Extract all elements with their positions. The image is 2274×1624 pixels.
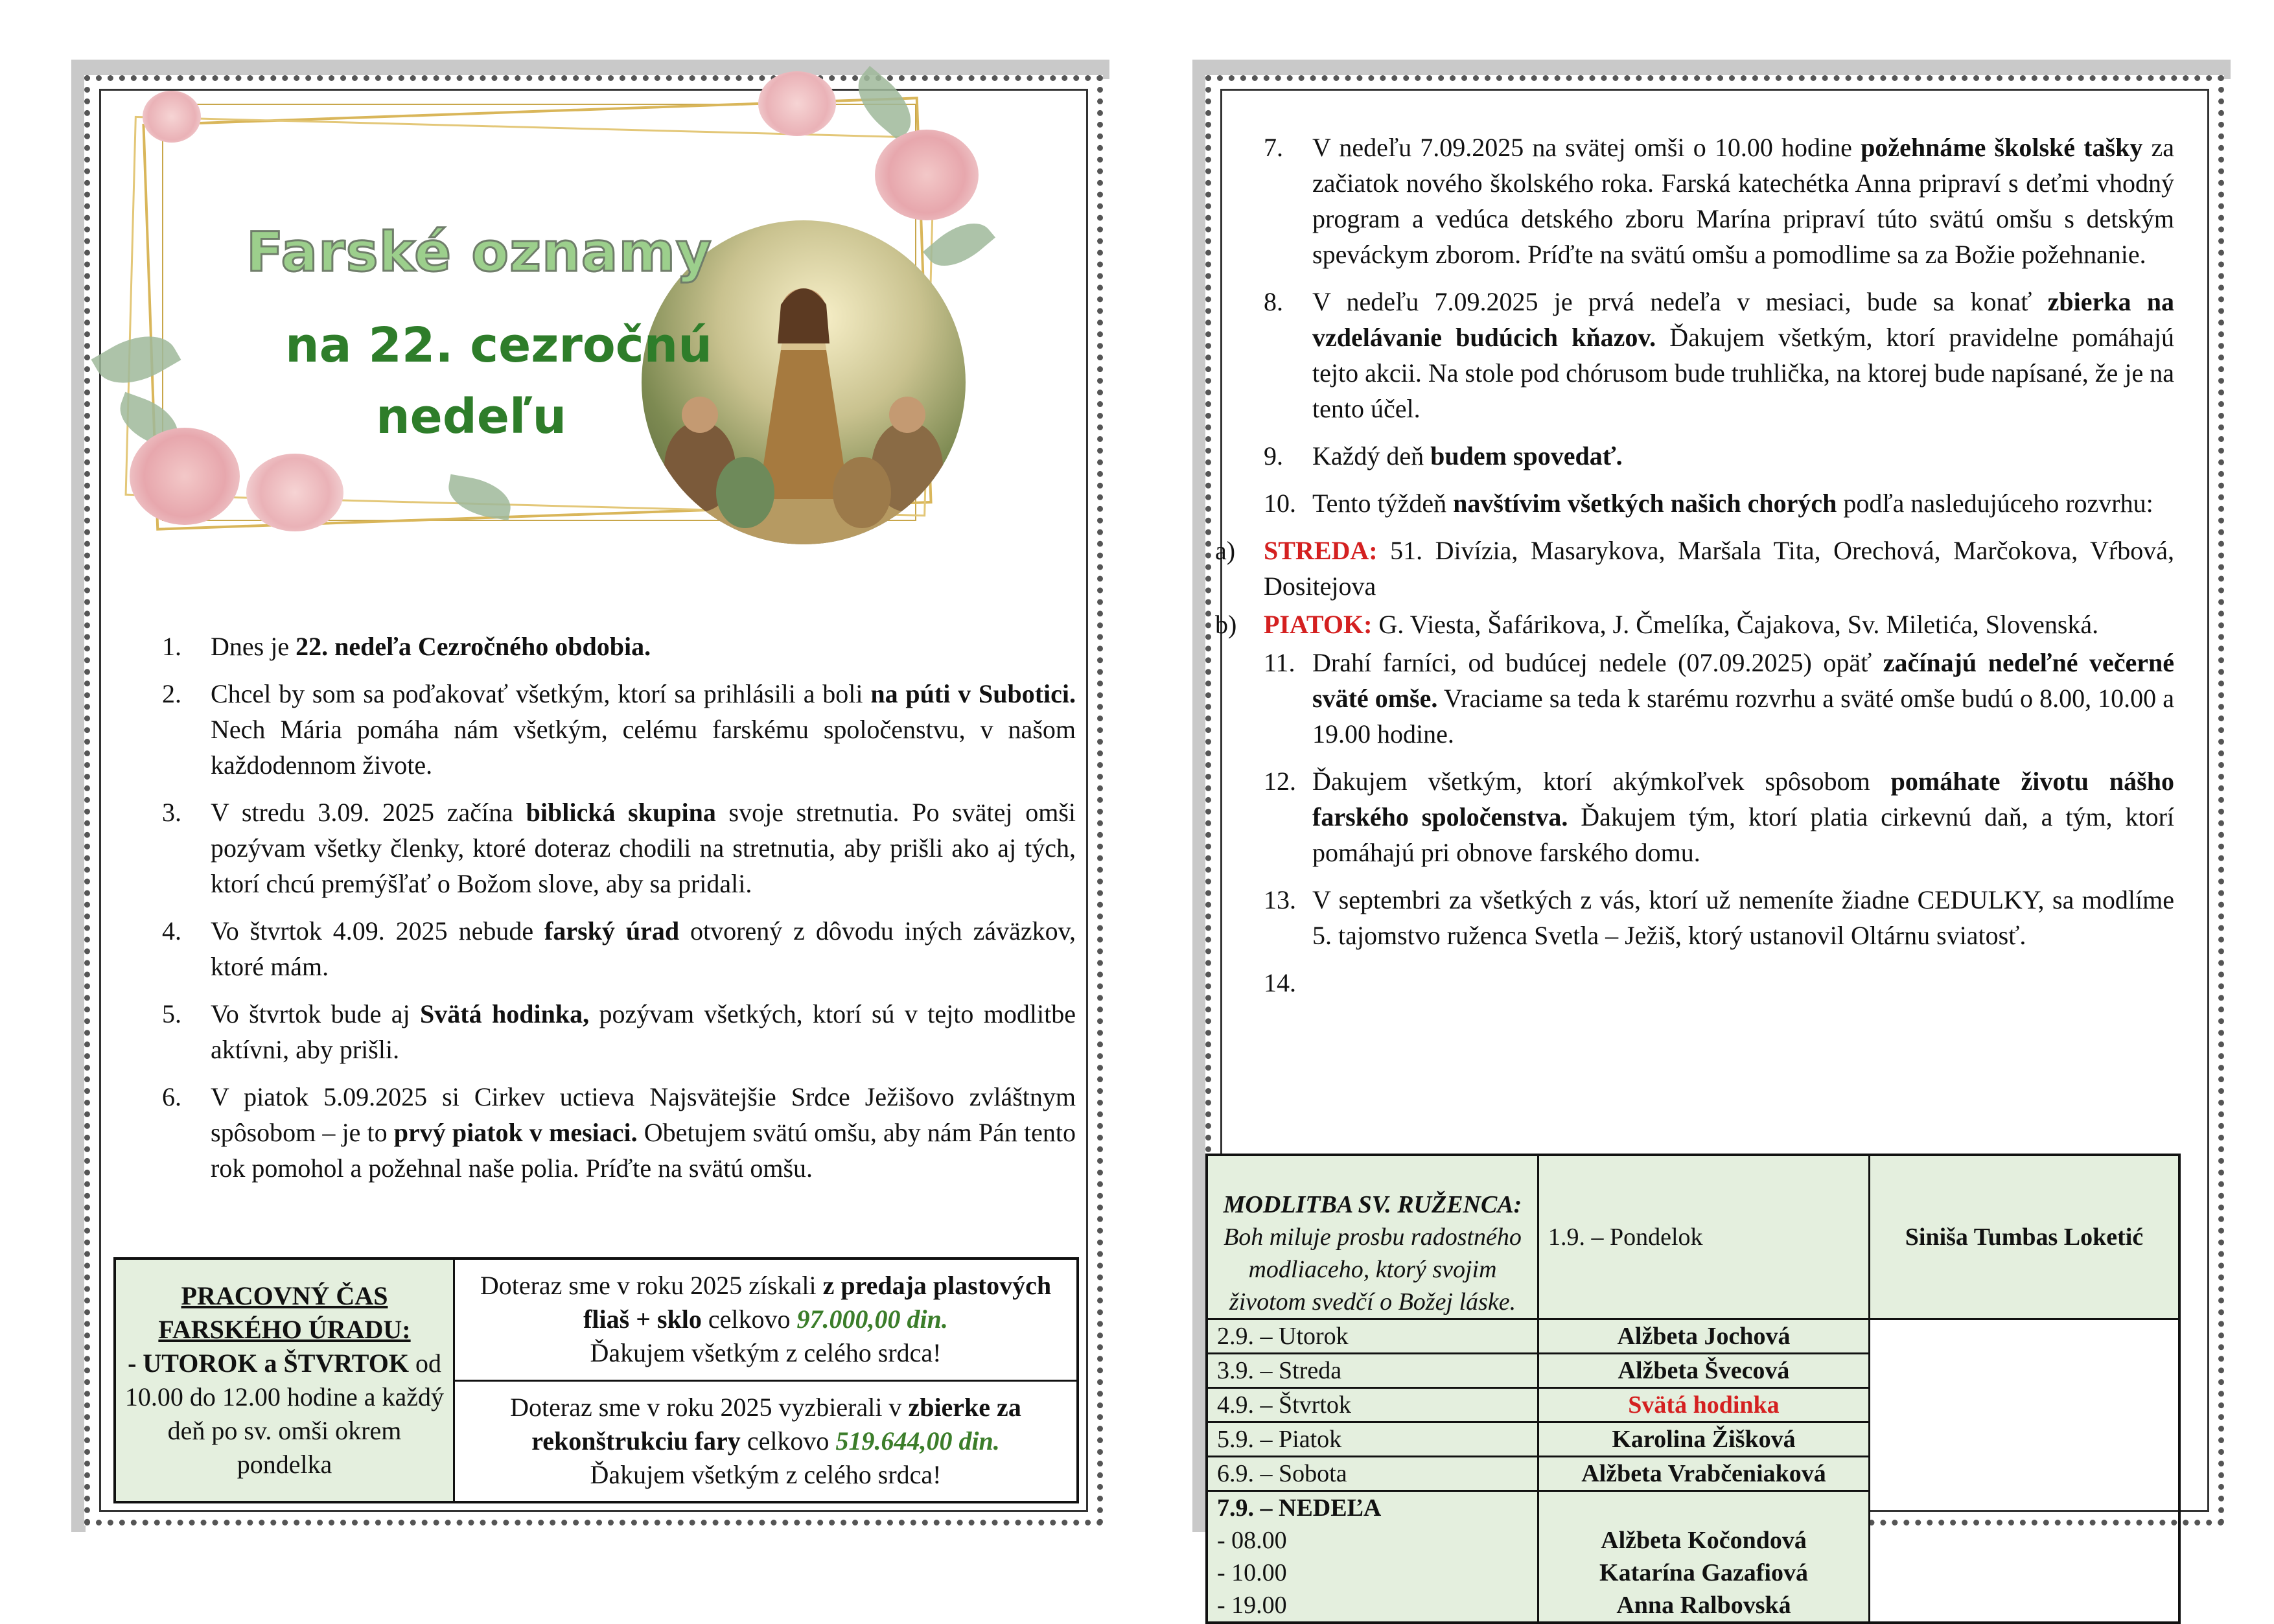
day-label: PIATOK: [1264,610,1373,639]
rosary-title: MODLITBA SV. RUŽENCA: [1223,1191,1522,1218]
office-hours-heading: PRACOVNÝ ČAS FARSKÉHO ÚRADU: [158,1281,411,1344]
collection-bottles-cell [454,1259,1078,1380]
item-text: svoje stretnutia. Po svätej omši pozývam všetky členky, ktoré doteraz chodili na stretnutia, aby prišli ako aj tých, ktorí chcú premýšľať o Božom slove, aby sa pridali. [211,798,1076,898]
item-number: 10. [1264,489,1296,518]
item-number: 7. [1264,133,1283,162]
item-number: 2. [162,679,181,708]
item-text: V stredu 3.09. 2025 začína [211,798,526,827]
item-text: V nedeľu 7.09.2025 je prvá nedeľa v mesiaci, bude sa konať [1312,287,2048,316]
item-text: Ďakujem všetkým, ktorí akýmkoľvek spôsobom [1312,767,1891,796]
list-item [162,913,1076,984]
collection-text: celkovo [701,1305,797,1334]
collection-thanks: Ďakujem všetkým z celého srdca! [590,1459,942,1489]
schedule-person: Alžbeta Jochová [1538,1319,1870,1354]
list-item [162,795,1076,901]
collection-amount: 97.000,00 din. [796,1305,948,1334]
page-subtitle: na 22. cezročnú [285,318,712,373]
item-number: a) [1215,536,1236,565]
emphasis-text: začínajú nedeľné večerné sväté omše. [1312,648,2174,713]
schedule-day: 5.9. – Piatok [1207,1422,1538,1457]
item-text: 51. Divízia, Masarykova, Maršala Tita, Orechová, Marčokova, Vŕbová, Dositejova [1264,536,2174,601]
announcement-list [162,629,1076,1198]
list-item [1264,485,2174,521]
rose-decoration [143,91,201,143]
item-number: 14. [1264,968,1296,997]
day-label: STREDA: [1264,536,1378,565]
item-number: 4. [162,916,181,945]
item-text: Tento týždeň [1312,489,1454,518]
collection-purpose: zbierke za rekonštrukciu fary [531,1392,1021,1456]
emphasis-text: zbierka na vzdelávanie budúcich kňazov. [1312,287,2174,352]
table-row [1207,1319,2179,1354]
person-name: Alžbeta Kočondová [1601,1527,1807,1554]
schedule-day: 6.9. – Sobota [1207,1457,1538,1491]
item-number: 11. [1264,648,1295,677]
schedule-day: 1.9. – Pondelok [1538,1155,1870,1319]
item-text: otvorený z dôvodu iných záväzkov, ktoré mám. [211,916,1076,981]
collection-rectory-cell [454,1380,1078,1502]
item-number: 9. [1264,441,1283,470]
item-text: G. Viesta, Šafárikova, J. Čmelíka, Čajakova, Sv. Miletića, Slovenská. [1372,610,2099,639]
item-number: b) [1215,610,1237,639]
header-banner [71,65,985,531]
emphasis-text: prvý piatok v mesiaci. [393,1118,638,1147]
item-number: 5. [162,999,181,1028]
item-text: Každý deň [1312,441,1431,470]
schedule-person: Alžbeta Švecová [1538,1354,1870,1388]
collection-thanks: Ďakujem všetkým z celého srdca! [590,1338,942,1368]
item-text: Dnes je [211,632,296,661]
item-text: Vo štvrtok bude aj [211,999,421,1028]
schedule-person: Alžbeta Vrabčeniaková [1538,1457,1870,1491]
emphasis-text: biblická skupina [526,798,716,827]
schedule-day: 2.9. – Utorok [1207,1319,1538,1354]
list-item [162,676,1076,783]
table-row [1207,1491,2179,1623]
rosary-text: Boh miluje prosbu radostného modliaceho, ktorý svojim životom svedčí o Božej láske. [1224,1224,1522,1316]
person-name: Anna Ralbovská [1616,1592,1791,1619]
list-item [1264,763,2174,870]
rose-decoration [758,71,836,136]
mass-time: - 10.00 [1217,1559,1287,1586]
item-text: Vo štvrtok 4.09. 2025 nebude [211,916,545,945]
page-title: Farské oznamy [246,220,712,284]
list-item [1264,130,2174,272]
office-hours-cell [115,1259,454,1502]
item-number: 12. [1264,767,1296,796]
item-text: Nech Mária pomáha nám všetkým, celému farskému spoločenstvu, v našom každodennom živote. [211,715,1076,780]
rosary-intro-cell [1207,1155,1538,1319]
list-item [162,1079,1076,1186]
emphasis-text: Svätá hodinka, [420,999,590,1028]
rose-decoration [246,454,343,531]
person-name: Katarína Gazafiová [1599,1559,1808,1586]
table-row [1207,1388,2179,1422]
office-days: - UTOROK a ŠTVRTOK [128,1349,409,1378]
list-item [1264,284,2174,426]
office-hours-text: od 10.00 do 12.00 hodine a každý deň po sv. omši okrem pondelka [124,1349,445,1479]
rose-decoration [875,130,979,220]
item-text: Chcel by som sa poďakovať všetkým, ktorí sa prihlásili a boli [211,679,871,708]
item-text: Ďakujem tým, ktorí platia cirkevnú daň, a tým, ktorí pomáhajú pri obnove farského domu. [1312,802,2175,867]
collection-text: Doteraz sme v roku 2025 získali [480,1271,823,1301]
emphasis-text: pomáhate životu nášho farského spoločenstva. [1312,767,2174,831]
list-item [1264,645,2174,752]
item-text: podľa nasledujúceho rozvrhu: [1837,489,2153,518]
item-number: 8. [1264,287,1283,316]
list-item [1215,607,2174,642]
item-number: 13. [1264,885,1296,914]
list-item [1215,533,2174,604]
page-shadow [1192,60,1207,1532]
table-row [1207,1155,2179,1319]
emphasis-text: 22. nedeľa Cezročného obdobia. [296,632,651,661]
mass-time: - 08.00 [1217,1527,1287,1554]
item-number: 6. [162,1082,181,1111]
schedule-day: 4.9. – Štvrtok [1207,1388,1538,1422]
schedule-person: Svätá hodinka [1538,1388,1870,1422]
item-text: za začiatok nového školského roka. Farská katechétka Anna pripraví s deťmi vhodný program a vedúca detského zboru Marína pripraví túto svätú omšu s detským speváckym zborom. Príďte na svätú omšu a pomodlime sa za Božie požehnanie. [1312,133,2174,269]
schedule-person: Siniša Tumbas Loketić [1870,1155,2180,1319]
schedule-day [1207,1491,1538,1623]
schedule-person [1538,1491,1870,1623]
item-text: V nedeľu 7.09.2025 na svätej omši o 10.00 hodine [1312,133,1861,162]
list-item [162,996,1076,1067]
collection-text: Doteraz sme v roku 2025 vyzbierali v [510,1392,909,1422]
list-item [1264,438,2174,474]
emphasis-text: navštívim všetkých našich chorých [1453,489,1837,518]
list-item [162,629,1076,664]
table-row [1207,1422,2179,1457]
item-number: 3. [162,798,181,827]
sunday-heading: 7.9. – NEDEĽA [1217,1494,1382,1522]
item-number: 1. [162,632,181,661]
item-text: Vraciame sa teda k starému rozvrhu a sväté omše budú o 8.00, 10.00 a 19.00 hodine. [1312,684,2174,748]
collection-purpose: z predaja plastových fliaš + sklo [583,1271,1052,1334]
item-text: Obetujem svätú omšu, aby nám Pán tento rok pomohol a požehnal naše polia. Príďte na svätú omšu. [211,1118,1076,1183]
schedule-day: 3.9. – Streda [1207,1354,1538,1388]
mass-time: - 19.00 [1217,1592,1287,1619]
table-row [1207,1354,2179,1388]
collection-amount: 519.644,00 din. [835,1426,1000,1456]
leaf-decoration [923,210,995,279]
schedule-person: Karolina Žišková [1538,1422,1870,1457]
rosary-schedule-table [1205,1154,2181,1624]
collection-text: celkovo [740,1426,836,1456]
announcement-list [1215,130,2175,997]
rose-decoration [130,428,240,525]
emphasis-text: budem spovedať. [1430,441,1623,470]
office-hours-table [113,1257,1079,1503]
item-text: V piatok 5.09.2025 si Cirkev uctieva Najsvätejšie Srdce Ježišovo zvláštnym spôsobom – je to [211,1082,1076,1147]
emphasis-text: na púti v Subotici. [870,679,1076,708]
item-text: Ďakujem všetkým, ktorí pravidelne pomáhajú tejto akcii. Na stole pod chórusom bude truhlička, na ktorej bude napísané, že je na tento účel. [1312,323,2174,423]
item-text: Drahí farníci, od budúcej nedele (07.09.2025) opäť [1312,648,1883,677]
list-item [1264,882,2174,953]
table-row [1207,1457,2179,1491]
item-text: pozývam všetkých, ktorí sú v tejto modlitbe aktívni, aby prišli. [211,999,1076,1064]
page-subtitle: nedeľu [376,389,567,445]
item-text: V septembri za všetkých z vás, ktorí už nemeníte žiadne CEDULKY, sa modlíme 5. tajomstvo ruženca Svetla – Ježiš, ktorý ustanovil Oltárnu sviatosť. [1312,885,2174,950]
emphasis-text: požehnáme školské tašky [1861,133,2143,162]
emphasis-text: farský úrad [544,916,680,945]
